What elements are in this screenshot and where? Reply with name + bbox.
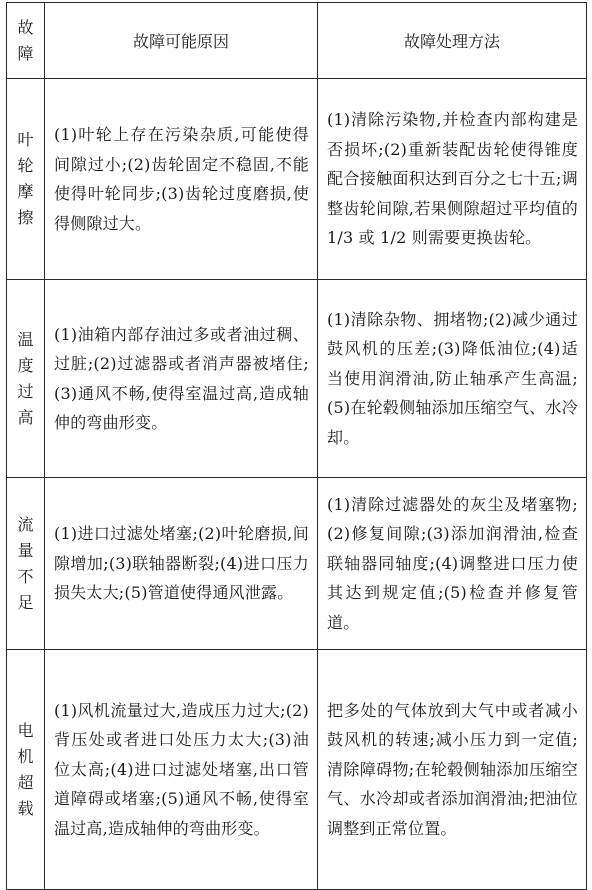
method-cell: 把多处的气体放到大气中或者减小鼓风机的转速;减小压力到一定值;清除障碍物;在轮毂侧轴添加压缩空气、水冷却或者添加润滑油;把油位调整到正常位置。 [318,650,587,890]
fault-name-char: 量 [17,540,34,560]
header-cause: 故障可能原因 [45,3,318,79]
fault-name-cell [7,280,45,478]
fault-name-char: 摩 [17,182,34,201]
fault-name-char: 高 [17,407,34,427]
fault-name-char: 叶 [17,130,34,149]
fault-name-char: 超 [17,772,34,792]
table-row [7,650,587,890]
fault-name-char: 过 [17,381,34,401]
table-row [7,79,587,280]
fault-name-cell [7,650,45,890]
fault-name-char: 度 [17,355,34,375]
fault-name-char: 温 [17,329,34,349]
fault-name-cell [7,79,45,280]
table-row [7,478,587,650]
fault-name-cell [7,478,45,650]
fault-name-char: 轮 [17,156,34,175]
fault-table [6,2,587,890]
header-method: 故障处理方法 [318,3,587,79]
header-fault [7,3,45,79]
cause-cell: (1)叶轮上存在污染杂质,可能使得间隙过小;(2)齿轮固定不稳固,不能使得叶轮同步;(3)齿轮过度磨损,使得侧隙过大。 [45,79,318,280]
fault-name-char: 流 [17,514,34,534]
method-cell: (1)清除杂物、拥堵物;(2)减少通过鼓风机的压差;(3)降低油位;(4)适当使用润滑油,防止轴承产生高温;(5)在轮毂侧轴添加压缩空气、水冷却。 [318,280,587,478]
table-header-row [7,3,587,79]
fault-name-char: 载 [17,798,34,818]
table-row [7,280,587,478]
fault-name-char: 机 [17,746,34,766]
fault-name-char: 电 [17,720,34,740]
method-cell: (1)清除过滤器处的灰尘及堵塞物;(2)修复间隙;(3)添加润滑油,检查联轴器同轴度;(4)调整进口压力使其达到规定值;(5)检查并修复管道。 [318,478,587,650]
fault-name-char: 擦 [17,208,34,227]
cause-cell: (1)进口过滤处堵塞;(2)叶轮磨损,间隙增加;(3)联轴器断裂;(4)进口压力损失太大;(5)管道使得通风泄露。 [45,478,318,650]
cause-cell: (1)油箱内部存油过多或者油过稠、过脏;(2)过滤器或者消声器被堵住;(3)通风不畅,使得室温过高,造成轴伸的弯曲形变。 [45,280,318,478]
fault-name-char: 不 [17,566,34,586]
fault-name-char: 足 [17,592,34,612]
header-fault-char: 故 [17,17,34,37]
cause-cell: (1)风机流量过大,造成压力过大;(2)背压处或者进口处压力太大;(3)油位太高;(4)进口过滤处堵塞,出口管道障碍或堵塞;(5)通风不畅,使得室温过高,造成轴伸的弯曲形变。 [45,650,318,890]
method-cell: (1)清除污染物,并检查内部构建是否损坏;(2)重新装配齿轮使得锥度配合接触面积达到百分之七十五;调整齿轮间隙,若果侧隙超过平均值的 1/3 或 1/2 则需要更换齿轮。 [318,79,587,280]
header-fault-char: 障 [17,43,34,63]
